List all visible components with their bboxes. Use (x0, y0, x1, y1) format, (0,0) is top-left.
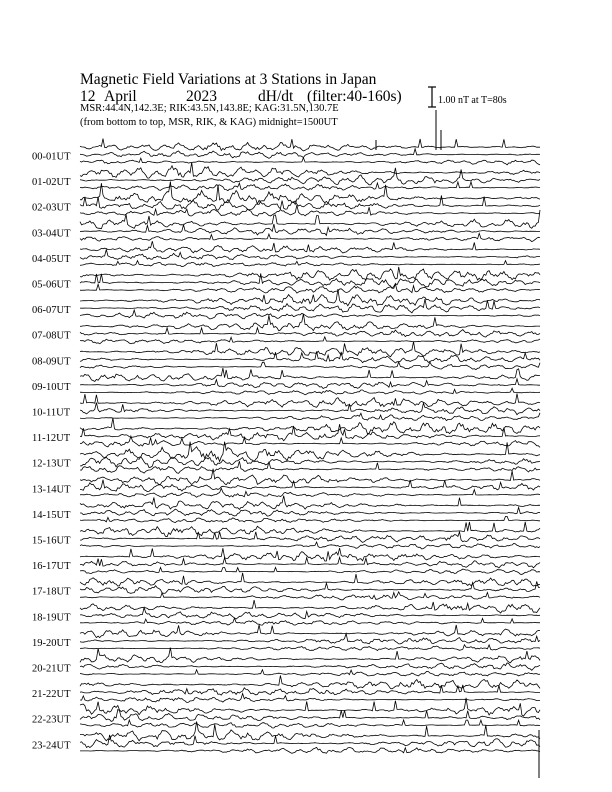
trace-msr-08-09UT (80, 362, 540, 370)
traces-group (80, 110, 540, 753)
filter-label: (filter:40-160s) (307, 88, 402, 105)
row-label: 04-05UT (32, 253, 71, 265)
trace-rik-11-12UT (80, 424, 540, 441)
trace-msr-21-22UT (80, 694, 540, 703)
row-label: 19-20UT (32, 637, 71, 649)
trace-msr-01-02UT (80, 182, 540, 191)
trace-kag-08-09UT (80, 342, 540, 357)
scale-bar-label: 1.00 nT at T=80s (438, 95, 507, 106)
row-label: 12-13UT (32, 458, 71, 470)
trace-rik-07-08UT (80, 328, 540, 337)
trace-kag-15-16UT (80, 522, 540, 537)
row-label: 03-04UT (32, 228, 71, 240)
row-label: 05-06UT (32, 279, 71, 291)
row-label: 13-14UT (32, 484, 71, 496)
row-label: 22-23UT (32, 714, 71, 726)
trace-rik-03-04UT (80, 224, 540, 235)
row-label: 06-07UT (32, 305, 71, 317)
trace-msr-03-04UT (80, 233, 540, 241)
station-order-note: (from bottom to top, MSR, RIK, & KAG) midnight=1500UT (80, 117, 338, 128)
trace-kag-11-12UT (80, 418, 540, 434)
trace-kag-20-21UT (80, 648, 540, 663)
trace-kag-02-03UT (80, 182, 540, 205)
trace-msr-06-07UT (80, 310, 540, 319)
trace-msr-20-21UT (80, 670, 540, 676)
trace-rik-15-16UT (80, 532, 540, 543)
trace-kag-10-11UT (80, 394, 540, 408)
trace-msr-04-05UT (80, 261, 540, 267)
trace-msr-18-19UT (80, 618, 540, 625)
quantity-label: dH/dt (258, 88, 294, 105)
row-label: 07-08UT (32, 330, 71, 342)
row-label: 23-24UT (32, 740, 71, 752)
row-label: 02-03UT (32, 202, 71, 214)
row-label: 18-19UT (32, 612, 71, 624)
row-label: 09-10UT (32, 381, 71, 393)
row-label: 00-01UT (32, 151, 71, 163)
row-label: 15-16UT (32, 535, 71, 547)
station-coordinates: MSR:44.4N,142.3E; RIK:43.5N,143.8E; KAG:31.5N,130.7E (80, 103, 339, 114)
row-label: 16-17UT (32, 561, 71, 573)
trace-msr-11-12UT (80, 436, 540, 447)
trace-kag-05-06UT (80, 267, 540, 280)
trace-rik-08-09UT (80, 352, 540, 364)
trace-kag-21-22UT (80, 675, 540, 688)
trace-msr-16-17UT (80, 567, 540, 574)
trace-rik-14-15UT (80, 507, 540, 516)
date-year: 2023 (186, 88, 217, 105)
row-label: 11-12UT (32, 433, 71, 445)
row-label: 08-09UT (32, 356, 71, 368)
trace-rik-20-21UT (80, 663, 540, 670)
row-label: 20-21UT (32, 663, 71, 675)
trace-msr-10-11UT (80, 413, 540, 421)
date-day: 12 (80, 88, 96, 105)
trace-rik-06-07UT (80, 299, 540, 313)
trace-kag-03-04UT (80, 210, 540, 229)
trace-kag-00-01UT (80, 139, 540, 151)
trace-msr-23-24UT (80, 747, 540, 753)
trace-msr-22-23UT (80, 720, 540, 728)
date-month: April (104, 88, 137, 105)
trace-msr-05-06UT (80, 284, 540, 293)
row-label: 14-15UT (32, 509, 71, 521)
trace-msr-14-15UT (80, 516, 540, 522)
trace-kag-17-18UT (80, 573, 540, 586)
trace-rik-09-10UT (80, 379, 540, 389)
trace-msr-09-10UT (80, 388, 540, 395)
trace-kag-12-13UT (80, 442, 540, 462)
row-label: 01-02UT (32, 177, 71, 189)
trace-rik-16-17UT (80, 557, 540, 568)
trace-kag-01-02UT (80, 162, 540, 178)
trace-kag-16-17UT (80, 548, 540, 561)
trace-rik-12-13UT (80, 457, 540, 468)
trace-msr-13-14UT (80, 488, 540, 497)
trace-kag-07-08UT (80, 314, 540, 331)
row-label: 21-22UT (32, 689, 71, 701)
trace-msr-15-16UT (80, 542, 540, 549)
trace-msr-07-08UT (80, 337, 540, 344)
trace-kag-19-20UT (80, 625, 540, 638)
row-label: 10-11UT (32, 407, 71, 419)
trace-kag-18-19UT (80, 600, 540, 613)
trace-msr-00-01UT (80, 158, 540, 165)
trace-kag-09-10UT (80, 368, 540, 381)
trace-rik-00-01UT (80, 149, 540, 159)
trace-rik-19-20UT (80, 634, 540, 644)
trace-kag-04-05UT (80, 241, 540, 253)
trace-kag-13-14UT (80, 469, 540, 485)
trace-rik-02-03UT (80, 195, 540, 210)
row-label: 17-18UT (32, 586, 71, 598)
row-labels (32, 152, 71, 752)
trace-kag-14-15UT (80, 496, 540, 510)
chart-title: Magnetic Field Variations at 3 Stations in Japan (80, 71, 377, 88)
trace-msr-17-18UT (80, 592, 540, 600)
trace-kag-06-07UT (80, 289, 540, 306)
trace-msr-19-20UT (80, 645, 540, 651)
